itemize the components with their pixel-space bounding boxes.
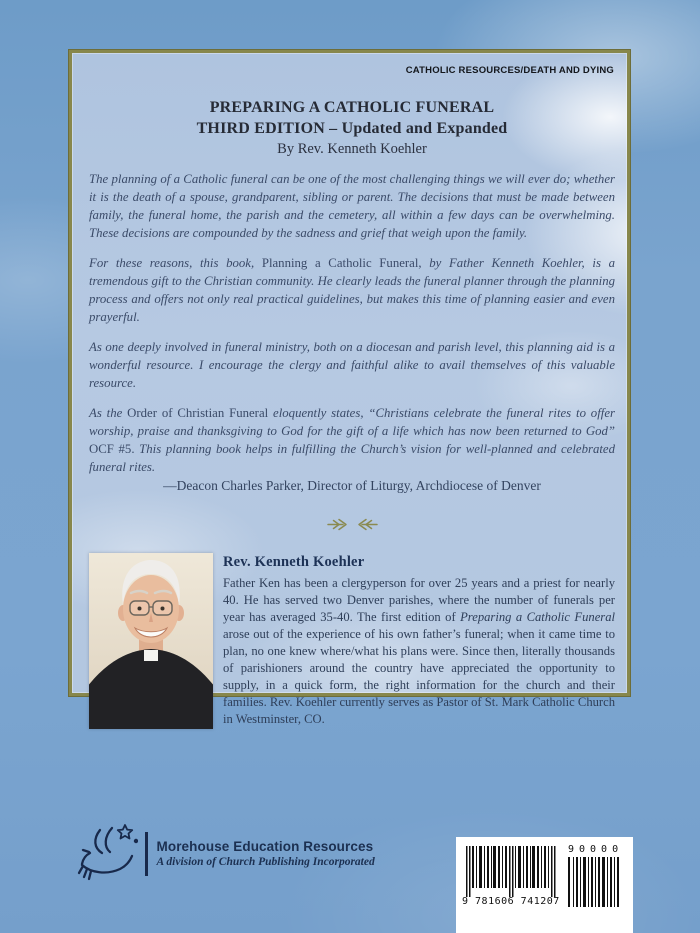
publisher-name: Morehouse Education Resources [156, 838, 374, 854]
category-tag: CATHOLIC RESOURCES/DEATH AND DYING [405, 65, 614, 76]
cover-panel [69, 50, 630, 726]
publisher-block [76, 820, 375, 887]
title-block [89, 97, 615, 159]
book-title: PREPARING A CATHOLIC FUNERAL [209, 99, 495, 116]
review-attribution: —Deacon Charles Parker, Director of Liturgy, Archdiocese of Denver [163, 478, 541, 493]
review-paragraph-2: For these reasons, this book, Planning a Catholic Funeral, by Father Kenneth Koehler, is a tremendous gift to the Christian community. He clearly leads the funeral planner through the planning process and offers not only real practical guidelines, but makes this time of planning easier and even prayerful. [89, 256, 615, 324]
isbn-digits: 9 781606 741207 [462, 896, 560, 907]
price-code-digits: 90000 [568, 844, 624, 855]
publisher-text [157, 839, 375, 869]
dove-with-star-icon [76, 820, 138, 887]
book-edition: THIRD EDITION – Updated and Expanded [196, 120, 508, 137]
author-heading: Rev. Kenneth Koehler [223, 554, 365, 570]
author-bio: Father Ken has been a clergyperson for over 25 years and a priest for nearly 40. He has served two Denver parishes, where the number of funerals per year has averaged 35-40. The first edition of Preparing a Catholic Funeral arose out of the experience of his own father’s funeral; when it came time to plan, no one knew where/what his plans were. Since then, literally thousands of parishioners around the country have appreciated the opportunity to supply, in a quick form, the right information for the church and their families. Rev. Koehler currently serves as Pastor of St. Mark Catholic Church in Westminster, CO. [223, 576, 615, 726]
cover-content [72, 53, 627, 729]
fleuron-right-icon [327, 518, 348, 531]
author-photo [89, 553, 213, 729]
review-paragraph-3: As one deeply involved in funeral ministry, both on a diocesan and parish level, this planning aid is a wonderful resource. I encourage the clergy and faithful alike to avail themselves of this valuable resource. [89, 340, 615, 390]
publisher-separator [145, 832, 148, 876]
divider-ornament [89, 518, 615, 531]
book-byline: By Rev. Kenneth Koehler [277, 141, 427, 157]
publisher-tagline: A division of Church Publishing Incorporated [156, 855, 375, 868]
review-paragraph-4: As the Order of Christian Funeral eloquently states, “Christians celebrate the funeral rites to offer worship, praise and thanksgiving to God for the gift of a life which has now been returned to God” OCF #5. This planning book helps in fulfilling the Church’s vision for well-planned and celebrated funeral rites. [89, 406, 615, 474]
author-section [89, 553, 615, 729]
author-text [223, 553, 615, 729]
isbn-barcode [456, 837, 633, 933]
fleuron-left-icon [357, 518, 378, 531]
review-paragraph-1: The planning of a Catholic funeral can be one of the most challenging things we will ever do; whether it is the death of a spouse, grandparent, sibling or parent. The decisions that must be made between family, the funeral home, the parish and the cemetery, all within a few days can be overwhelming. These decisions are compounded by the sadness and grief that weigh upon the family. [89, 172, 615, 240]
